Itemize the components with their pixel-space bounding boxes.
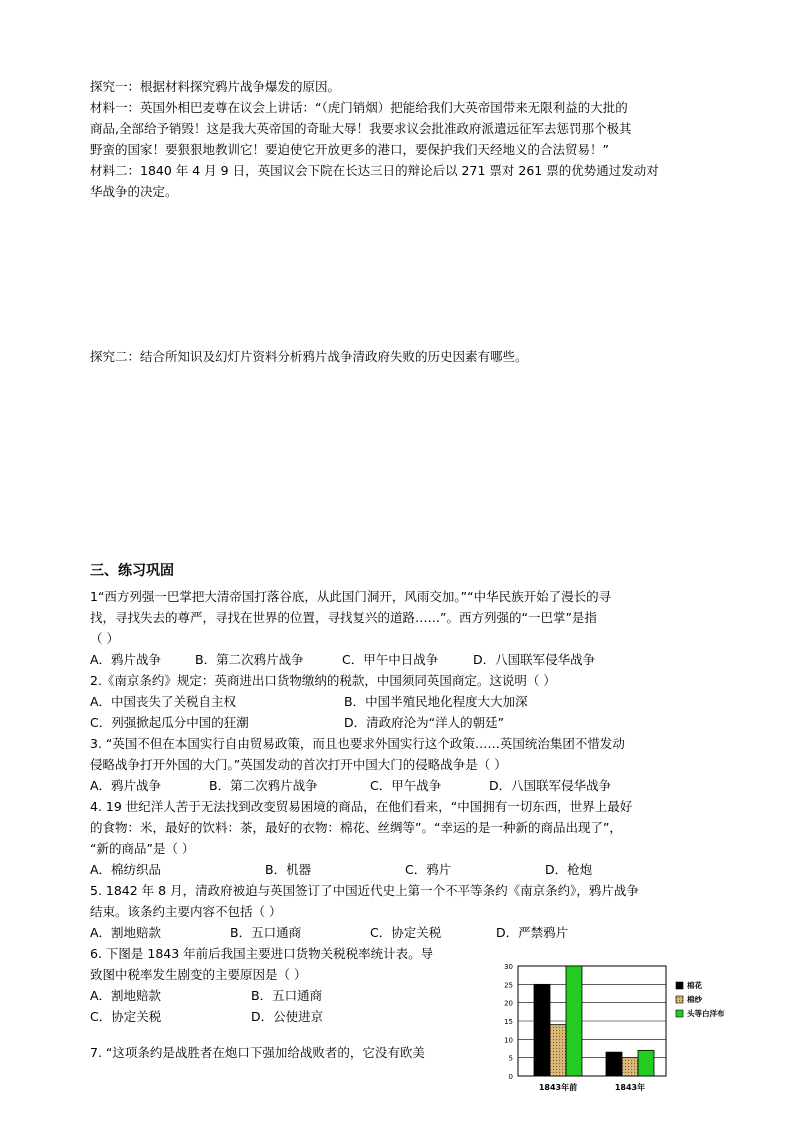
q3-line2: 侵略战争打开外国的大门。”英国发动的首次打开中国大门的侵略战争是（ ） bbox=[90, 757, 507, 772]
material2-line2: 华战争的决定。 bbox=[90, 184, 178, 199]
q5-option-d[interactable]: D．严禁鸦片 bbox=[496, 925, 569, 940]
y-tick-label: 5 bbox=[508, 1054, 513, 1063]
q4-option-a[interactable]: A．棉纺织品 bbox=[90, 862, 162, 877]
q5-line1: 5. 1842 年 8 月，清政府被迫与英国签订了中国近代史上第一个不平等条约《南京条约》，鸦片战争 bbox=[90, 883, 639, 898]
q3-option-d[interactable]: D．八国联军侵华战争 bbox=[489, 778, 612, 793]
legend-label: 棉花 bbox=[687, 981, 702, 990]
y-tick-label: 25 bbox=[504, 981, 513, 990]
q1-line3: （ ） bbox=[90, 631, 119, 646]
legend-label: 头等白洋布 bbox=[687, 1009, 725, 1018]
q4-line2: 的食物：米，最好的饮料：茶，最好的衣物：棉花、丝绸等”。“幸运的是一种新的商品出现了”， bbox=[90, 820, 622, 835]
q1-line1: 1“西方列强一巴掌把大清帝国打落谷底，从此国门洞开，风雨交加。”“中华民族开始了漫长的寻 bbox=[90, 589, 612, 604]
q4-line1: 4. 19 世纪洋人苦于无法找到改变贸易困境的商品，在他们看来，“中国拥有一切东西，世界上最好 bbox=[90, 799, 633, 814]
q6-line1: 6. 下图是 1843 年前后我国主要进口货物关税税率统计表。导 bbox=[90, 946, 434, 961]
q2-option-d[interactable]: D．清政府沦为“洋人的朝廷” bbox=[344, 715, 505, 730]
q1-option-c[interactable]: C．甲午中日战争 bbox=[342, 652, 439, 667]
q3-option-c[interactable]: C．甲午战争 bbox=[370, 778, 442, 793]
y-tick-label: 10 bbox=[504, 1036, 513, 1045]
q1-option-d[interactable]: D．八国联军侵华战争 bbox=[473, 652, 596, 667]
q2-option-b[interactable]: B．中国半殖民地化程度大大加深 bbox=[344, 694, 528, 709]
q5-option-c[interactable]: C．协定关税 bbox=[370, 925, 442, 940]
q3-option-a[interactable]: A．鸦片战争 bbox=[90, 778, 162, 793]
q1-line2: 找，寻找失去的尊严，寻找在世界的位置，寻找复兴的道路……”。西方列强的“一巴掌”是指 bbox=[90, 610, 597, 625]
legend-swatch bbox=[676, 996, 683, 1003]
q6-option-a[interactable]: A．割地赔款 bbox=[90, 988, 162, 1003]
bar bbox=[566, 966, 582, 1076]
material2-line1: 材料二：1840 年 4 月 9 日，英国议会下院在长达三日的辩论后以 271 票对 261 票的优势通过发动对 bbox=[90, 163, 659, 178]
section-heading: 三、练习巩固 bbox=[90, 563, 174, 579]
material1-line3: 野蛮的国家！要狠狠地教训它！要迫使它开放更多的港口，要保护我们天经地义的合法贸易！” bbox=[90, 142, 609, 157]
x-tick-label: 1843年前 bbox=[538, 1083, 578, 1092]
q5-line2: 结束。该条约主要内容不包括（ ） bbox=[90, 904, 282, 919]
q3-option-b[interactable]: B．第二次鸦片战争 bbox=[209, 778, 318, 793]
q4-option-d[interactable]: D．枪炮 bbox=[545, 862, 593, 877]
x-tick-label: 1843年 bbox=[614, 1083, 646, 1092]
q6-line2: 致图中税率发生剧变的主要原因是（ ） bbox=[90, 967, 307, 982]
bar bbox=[550, 1025, 566, 1076]
y-tick-label: 0 bbox=[508, 1073, 513, 1081]
q6-option-c[interactable]: C．协定关税 bbox=[90, 1009, 162, 1024]
q5-option-a[interactable]: A．割地赔款 bbox=[90, 925, 162, 940]
q2-option-c[interactable]: C．列强掀起瓜分中国的狂潮 bbox=[90, 715, 249, 730]
material1-line2: 商品,全部给予销毁！这是我大英帝国的奇耻大辱！我要求议会批准政府派遣远征军去惩罚那个极其 bbox=[90, 121, 632, 136]
material1-line1: 材料一：英国外相巴麦尊在议会上讲话：“（虎门销烟）把能给我们大英帝国带来无限利益的大批的 bbox=[90, 100, 628, 115]
y-tick-label: 20 bbox=[504, 999, 513, 1008]
legend-swatch bbox=[676, 982, 683, 989]
bar bbox=[622, 1058, 638, 1076]
explore2-title: 探究二：结合所知识及幻灯片资料分析鸦片战争清政府失败的历史因素有哪些。 bbox=[90, 349, 528, 364]
q2-line1: 2.《南京条约》规定：英商进出口货物缴纳的税款，中国须同英国商定。这说明（ ） bbox=[90, 673, 556, 688]
q7-line1: 7. “这项条约是战胜者在炮口下强加给战败者的，它没有欧美 bbox=[90, 1045, 425, 1060]
q6-option-d[interactable]: D．公使进京 bbox=[251, 1009, 324, 1024]
q2-option-a[interactable]: A．中国丧失了关税自主权 bbox=[90, 694, 237, 709]
q5-option-b[interactable]: B．五口通商 bbox=[230, 925, 302, 940]
q4-option-c[interactable]: C．鸦片 bbox=[405, 862, 452, 877]
bar bbox=[606, 1052, 622, 1076]
legend-swatch bbox=[676, 1010, 683, 1017]
q1-option-b[interactable]: B．第二次鸦片战争 bbox=[195, 652, 304, 667]
q6-option-b[interactable]: B．五口通商 bbox=[251, 988, 323, 1003]
q3-line1: 3. “英国不但在本国实行自由贸易政策，而且也要求外国实行这个政策……英国统治集团不惜发动 bbox=[90, 736, 625, 751]
q1-option-a[interactable]: A．鸦片战争 bbox=[90, 652, 162, 667]
q4-line3: “新的商品”是（ ） bbox=[90, 841, 195, 856]
y-tick-label: 30 bbox=[504, 963, 513, 971]
legend-label: 棉纱 bbox=[687, 995, 702, 1004]
explore1-title: 探究一：根据材料探究鸦片战争爆发的原因。 bbox=[90, 79, 341, 94]
bar bbox=[534, 984, 550, 1076]
tariff-bar-chart bbox=[490, 958, 750, 1098]
q4-option-b[interactable]: B．机器 bbox=[265, 862, 312, 877]
y-tick-label: 15 bbox=[504, 1018, 513, 1026]
bar bbox=[638, 1050, 654, 1076]
